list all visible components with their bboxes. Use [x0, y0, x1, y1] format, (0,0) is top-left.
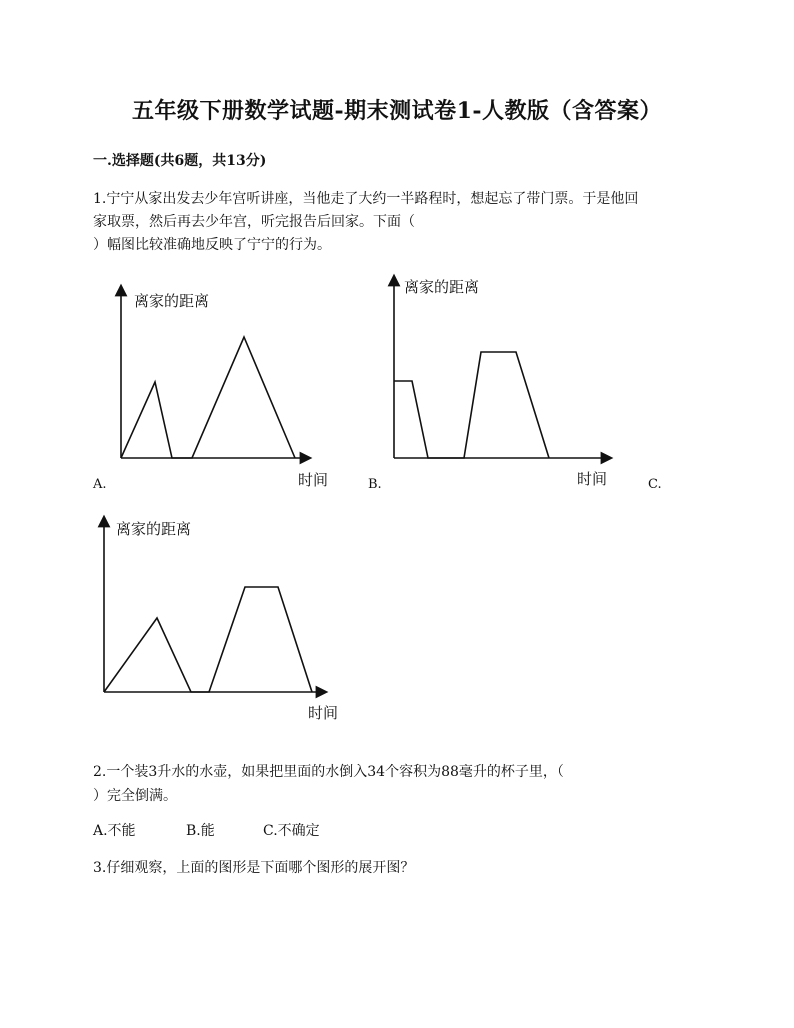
graph-b-option-label: B. [368, 477, 382, 492]
page-title: 五年级下册数学试题-期末测试卷1-人教版（含答案） [131, 98, 663, 124]
graph-c-x-label: 时间 [308, 704, 339, 722]
graph-a-path [121, 337, 295, 458]
question-2-options [93, 820, 320, 840]
graph-c-y-label: 离家的距离 [116, 520, 192, 538]
graph-a [110, 280, 329, 495]
graph-a-y-label: 离家的距离 [134, 292, 210, 310]
question-2-option-c[interactable]: C.不确定 [263, 823, 320, 839]
graph-a-option-label: A. [93, 477, 107, 492]
section-heading: 一.选择题(共6题，共13分) [93, 153, 267, 169]
graph-c-path [104, 587, 312, 692]
graph-b-y-label: 离家的距离 [404, 278, 480, 296]
question-1 [93, 188, 703, 257]
graph-b [385, 272, 625, 492]
question-2-line-2: ）完全倒满。 [93, 788, 177, 804]
question-1-line-2: 家取票，然后再去少年宫，听完报告后回家。下面（ [93, 214, 415, 230]
question-2-line-1: 2.一个装3升水的水壶，如果把里面的水倒入34个容积为88毫升的杯子里，（ [93, 764, 564, 780]
graph-a-x-label: 时间 [298, 471, 329, 489]
question-2-option-b[interactable]: B.能 [186, 823, 215, 839]
graph-c-option-label: C. [648, 477, 662, 492]
question-2-option-a[interactable]: A.不能 [93, 823, 136, 839]
question-1-line-1: 1.宁宁从家出发去少年宫听讲座，当他走了大约一半路程时，想起忘了带门票。于是他回 [93, 191, 639, 207]
graph-b-path [394, 352, 549, 458]
graph-b-x-label: 时间 [577, 470, 608, 488]
question-3: 3.仔细观察，上面的图形是下面哪个图形的展开图？ [93, 860, 415, 876]
question-1-line-3: ）幅图比较准确地反映了宁宁的行为。 [93, 237, 331, 253]
graph-c [94, 515, 344, 730]
question-2 [93, 760, 653, 808]
